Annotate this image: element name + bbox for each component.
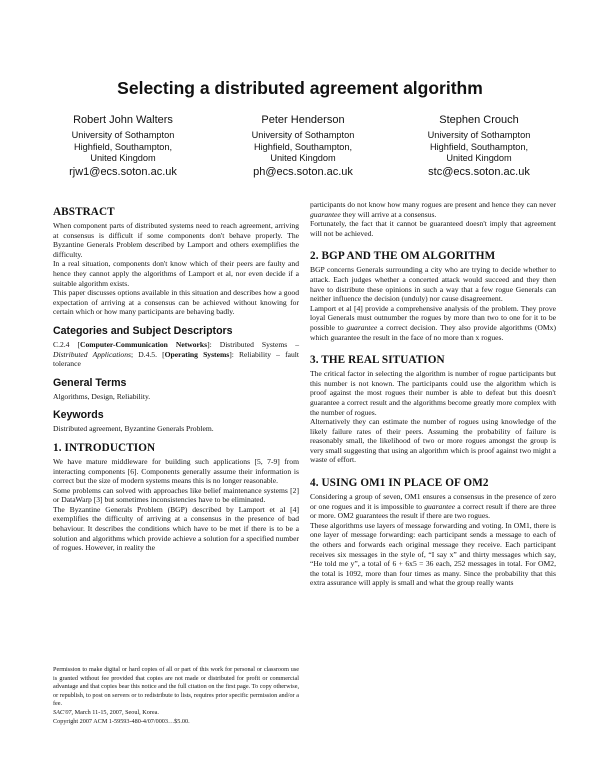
author-email: rjw1@ecs.soton.ac.uk bbox=[69, 165, 177, 178]
right-column bbox=[310, 200, 556, 588]
bgp-paragraph: Lamport et al [4] provide a comprehensive analysis of the problem. They prove loyal Generals must outnumber the rogues by more than two to one for it to be possible to guarantee a correct decision. They also provide algorithms (OMx) which guarantee the result in the face of no more than x rogues. bbox=[310, 303, 556, 342]
permission-text: Permission to make digital or hard copies of all or part of this work for personal or classroom use is granted without fee provided that copies are not made or distributed for profit or commercial advantage and that copies bear this notice and the full citation on the first page. To copy otherwise, or republish, to post on servers or to redistribute to lists, requires prior specific permission and/or a fee. bbox=[53, 666, 299, 708]
author-name: Robert John Walters bbox=[73, 114, 173, 126]
author-email: ph@ecs.soton.ac.uk bbox=[253, 165, 353, 178]
author-email: stc@ecs.soton.ac.uk bbox=[428, 165, 530, 178]
real-paragraph: Alternatively they can estimate the number of rogues using knowledge of the likely failure rates of their peers. Assuming the probability of failure is reasonably small, the likelihood of two or more rogues amongst the group is very small suggesting that using an algorithm which is proof against two might a waste of effort. bbox=[310, 417, 556, 465]
abstract-paragraph: In a real situation, components don't know which of their peers are faulty and hence they cannot apply the algorithms of Lamport et al, nor even decide if a suitable algorithm exists. bbox=[53, 259, 299, 288]
om1-paragraph: These algorithms use layers of message forwarding and voting. In OM1, there is one layer of message forwarding: each participant sends a message to each of the others and forwards each original message they receive. Each participant receives six messages in the style of, “I say x” and thirty messages which say, “He told me y”, a total of 6 + 6x5 = 36 each, 252 messages in total. For OM2, the total is 1092, more than four times as many. Since the probability that this extra assurance will apply is small and what the group really wants bbox=[310, 520, 556, 588]
intro-paragraph: Some problems can solved with approaches like belief maintenance systems [2] or DataWarp [3] but sometimes inconsistencies have to be eliminated. bbox=[53, 485, 299, 505]
author-block-2 bbox=[208, 112, 398, 179]
intro-continued: participants do not know how many rogues are present and hence they can never guarantee they will arrive at a consensus. bbox=[310, 200, 556, 219]
author-affiliation: University of Sothampton bbox=[427, 130, 531, 140]
author-name: Stephen Crouch bbox=[439, 114, 519, 126]
abstract-paragraph: When component parts of distributed systems need to reach agreement, arriving at consensus is difficult if some components don't behave properly. The Byzantine Generals Problem described by Lamport and others exemplifies the difficulty. bbox=[53, 221, 299, 259]
paper-title: Selecting a distributed agreement algorithm bbox=[117, 78, 483, 98]
copyright-text: Copyright 2007 ACM 1-59593-480-4/07/0003…$5.00. bbox=[53, 717, 190, 725]
categories-heading: Categories and Subject Descriptors bbox=[53, 324, 233, 337]
general-terms-heading: General Terms bbox=[53, 376, 127, 389]
author-address: Highfield, Southampton, bbox=[253, 141, 353, 152]
introduction-heading: 1. INTRODUCTION bbox=[53, 441, 156, 454]
bgp-heading: 2. BGP AND THE OM ALGORITHM bbox=[310, 250, 496, 263]
abstract-heading: ABSTRACT bbox=[53, 206, 115, 218]
left-column bbox=[53, 206, 299, 553]
intro-paragraph: We have mature middleware for building such applications [5, 7-9] from interacting components [6]. Components generally assume their information is correct but the size of modern systems means this is no longer reasonable. bbox=[53, 456, 299, 486]
om1-paragraph: Considering a group of seven, OM1 ensures a consensus in the presence of zero or one rogues and it is impossible to guarantee a correct result if there are three or more. OM2 guarantees the result if there are two rogues. bbox=[310, 492, 556, 521]
categories-text: C.2.4 [Computer-Communication Networks]: Distributed Systems – Distributed Applications; D.4.5. [Operating Systems]: Reliability – fault tolerance bbox=[53, 339, 299, 369]
permission-block bbox=[53, 666, 299, 726]
intro-continued: Fortunately, the fact that it cannot be guaranteed doesn't imply that agreement will not be achieved. bbox=[310, 219, 556, 238]
author-block-1 bbox=[28, 112, 218, 179]
keywords-heading: Keywords bbox=[53, 409, 104, 422]
author-country: United Kingdom bbox=[446, 153, 512, 163]
author-affiliation: University of Sothampton bbox=[251, 130, 355, 140]
bgp-paragraph: BGP concerns Generals surrounding a city who are trying to decide whether to attack. Each judges whether a concerted attack would succeed and they then have to distribute these opinions in such a way that a few rogue Generals can neither influence the decision (unduly) nor cause disagreement. bbox=[310, 265, 556, 304]
om1-heading: 4. USING OM1 IN PLACE OF OM2 bbox=[310, 477, 489, 490]
real-paragraph: The critical factor in selecting the algorithm is number of rogue participants but this number is not known. The participants could use the algorithm which is proof against the most rogues their number is able to defeat but this doesn't guarantee a correct result and the algorithms become greatly more complex with the number of rogues. bbox=[310, 369, 556, 417]
author-name: Peter Henderson bbox=[261, 114, 345, 126]
author-country: United Kingdom bbox=[90, 153, 156, 163]
author-affiliation: University of Sothampton bbox=[71, 130, 175, 140]
author-block-3 bbox=[384, 112, 574, 179]
intro-paragraph: The Byzantine Generals Problem (BGP) described by Lamport et al [4] exemplifies the difficulty of arriving at a consensus in the presence of bad behaviour. It describes the conditions which have to be met if there is to be a solution and algorithms which provide achieve a solution for a specified number of rogues. However, in reality the bbox=[53, 504, 299, 553]
author-address: Highfield, Southampton, bbox=[429, 141, 529, 152]
author-country: United Kingdom bbox=[270, 153, 336, 163]
abstract-paragraph: This paper discusses options available in this situation and describes how a good expectation of arriving at a consensus can be achieved without knowing for certain which or how many participants are behaving badly. bbox=[53, 288, 299, 317]
general-terms-text: Algorithms, Design, Reliability. bbox=[53, 391, 151, 401]
keywords-text: Distributed agreement, Byzantine Generals Problem. bbox=[53, 424, 214, 434]
venue-text: SAC'07, March 11-15, 2007, Seoul, Korea. bbox=[53, 708, 159, 716]
author-address: Highfield, Southampton, bbox=[73, 141, 173, 152]
real-situation-heading: 3. THE REAL SITUATION bbox=[310, 354, 445, 367]
